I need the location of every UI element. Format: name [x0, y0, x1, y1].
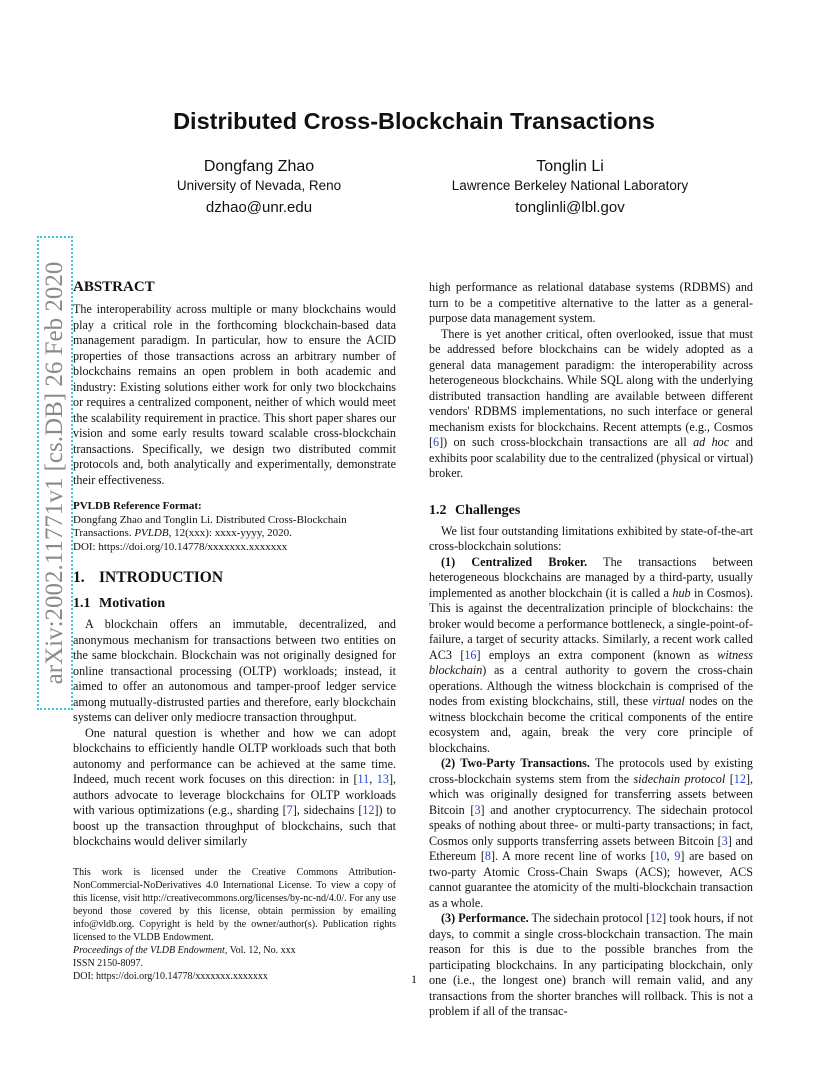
abstract-text: The interoperability across multiple or many blockchains would play a critical role in the forthcoming blockchain-based data management paradigm. In particular, how to ensure the ACID properties of those transactions across an arbitrary number of blockchains remains an open problem in both academic and industry: Existing solutions either work for only two blockchains or requires a centralized component, neither of which would meet the scalability requirement in practice. This short paper shares our vision and some early results toward scalable cross-blockchain transactions. Specifically, we design two distributed commit protocols and, both analytically and experimentally, demonstrate their effectiveness.	[73, 302, 396, 487]
reference-format-line: Dongfang Zhao and Tonglin Li. Distributed Cross-Blockchain Transactions.	[73, 513, 347, 539]
subsection-heading-motivation	[73, 595, 396, 613]
subsection-number: 1.2	[429, 502, 447, 518]
author-name: Dongfang Zhao	[203, 158, 315, 175]
paper-title: Distributed Cross-Blockchain Transactions	[173, 107, 655, 134]
reference-format-heading: PVLDB Reference Format:	[73, 500, 202, 512]
author-block-1	[150, 157, 368, 218]
subsection-number: 1.1	[73, 596, 91, 611]
citation-link[interactable]: 3	[721, 833, 728, 848]
left-column	[73, 278, 396, 850]
right-column	[429, 280, 753, 1020]
reference-format-venue: PVLDB	[134, 527, 169, 539]
author-name: Tonglin Li	[536, 158, 604, 175]
challenge-performance: (3) Performance. The sidechain protocol [12] took hours, if not days, to commit a single cross-blockchain transaction. The main reason for this is due to the possible branches from the participating blockchains. In any participating blockchain, only one (i.e., the longest one) branch will remain valid, and any transactions from the shorter branches will rollback. This is not a problem if all of the transac-	[429, 911, 754, 1018]
author-affiliation: Lawrence Berkeley National Laboratory	[451, 178, 689, 193]
reference-format-doi: DOI: https://doi.org/10.14778/xxxxxxx.xxxxxxx	[73, 540, 288, 553]
reference-format	[73, 500, 396, 554]
citation-link[interactable]: 16	[464, 647, 477, 662]
issn-line: ISSN 2150-8097.	[73, 958, 144, 969]
citation-link[interactable]: 7	[286, 803, 293, 817]
author-email: tonglinli@lbl.gov	[515, 199, 625, 216]
license-text: This work is licensed under the Creative Commons Attribution-NonCommercial-NoDerivatives 4.0 International License. To view a copy of this license, visit http://creativecommons.org/licenses/by-nc-nd/4.0/. For any use beyond those covered by this license, obtain permission by emailing info@vldb.org. Copyright is held by the owner/author(s). Publication rights licensed to the VLDB Endowment.	[73, 867, 396, 943]
citation-link[interactable]: 6	[433, 435, 440, 449]
arxiv-stamp-text: arXiv:2002.11771v1 [cs.DB] 26 Feb 2020	[38, 237, 72, 709]
section-heading-introduction	[73, 568, 396, 587]
author-affiliation: University of Nevada, Reno	[176, 178, 342, 193]
right-paragraph-2: There is yet another critical, often overlooked, issue that must be addressed before blockchains can be widely adopted as a general data management paradigm: the interoperability across heterogeneous blockchains. While SQL along with the underlying distributed transaction handling are available between different vendors' RDBMS implementations, no such interface or general mechanism exists for blockchains. Recent attempts (e.g., Cosmos [6]) on such cross-blockchain transactions are all ad hoc and exhibits poor scalability due to the centralized (physical or virtual) broker.	[429, 326, 753, 480]
motivation-paragraph-1: A blockchain offers an immutable, decentralized, and anonymous mechanism for transactions between two entities on the same blockchain. Blockchain was not originally designed for online transactional processing (OLTP) workloads; instead, it aimed to offer an autonomous and tamper-proof ledger service among mutually-distrusted parties and therefore, early blockchain systems can deliver only mediocre transaction throughput.	[73, 617, 396, 724]
challenge-two-party: (2) Two-Party Transactions. The protocols used by existing cross-blockchain systems stem from the sidechain protocol [12], which was originally designed for transferring assets between Bitcoin [3] and another cryptocurrency. The sidechain protocol speaks of nothing about three- or multi-party transactions; in fact, Cosmos only supports transferring assets between Bitcoin [3] and Ethereum [8]. A more recent line of works [10, 9] are based on two-party Atomic Cross-Chain Swaps (ACS); however, ACS cannot guarantee the atomicity of the multi-blockchain transaction as a whole.	[429, 756, 754, 910]
citation-link[interactable]: 9	[674, 849, 681, 863]
subsection-title: Challenges	[455, 502, 521, 518]
citation-link[interactable]: 8	[484, 849, 491, 863]
section-title: INTRODUCTION	[99, 569, 224, 586]
citation-link[interactable]: 12	[650, 911, 663, 925]
motivation-paragraph-2: One natural question is whether and how we can adopt blockchains to efficiently handle OLTP workloads such that both autonomy and performance can be achieved at the same time. Indeed, much recent work focuses on this direction: in [11, 13], authors advocate to leverage blockchains for OLTP workloads with various optimizations (e.g., sharding [7], sidechains [12]) to boost up the transaction throughput of blockchains, such that blockchains would deliver similarly	[73, 725, 397, 848]
challenges-intro: We list four outstanding limitations exhibited by state-of-the-art cross-blockchain solutions:	[429, 523, 753, 553]
citation-link[interactable]: 3	[474, 802, 481, 817]
citation-link[interactable]: 10	[654, 849, 667, 863]
license-footnote	[73, 866, 396, 983]
challenge-centralized-broker: (1) Centralized Broker. The transactions between heterogeneous blockchains are managed by a third-party, usually implemented as another blockchain (it is called a hub in Cosmos). This is against the decentralization principle of blockchains: the broker would become a performance bottleneck, a single-point-of-failure, a target of security attacks. Similarly, a recent work called AC3 [16] employs an extra component (known as witness blockchain) as a central authority to govern the cross-chain operations. Although the witness blockchain is comprised of the nodes from existing blockchains, still, these virtual nodes on the witness blockchain become the critical components of the entire ecosystem and, again, break the very core principle of blockchains.	[429, 554, 754, 755]
right-paragraph-1: high performance as relational database systems (RDBMS) and turn to be a competitive alternative to the latter as a general-purpose data management system.	[429, 280, 753, 325]
proceedings-line: Proceedings of the VLDB Endowment, Vol. 12, No. xxx	[73, 945, 296, 956]
citation-link[interactable]: 12	[733, 771, 746, 786]
subsection-heading-challenges	[429, 502, 753, 520]
citation-link[interactable]: 12	[362, 803, 375, 817]
footnote-doi: DOI: https://doi.org/10.14778/xxxxxxx.xxxxxxx	[73, 971, 268, 982]
page-number: 1	[411, 972, 417, 986]
author-email: dzhao@unr.edu	[205, 199, 313, 216]
section-number: 1.	[73, 569, 85, 586]
abstract-heading: ABSTRACT	[73, 279, 155, 295]
reference-format-volume: , 12(xxx): xxxx-yyyy, 2020.	[168, 527, 292, 539]
citation-link[interactable]: 11	[357, 772, 370, 786]
author-block-2	[420, 157, 720, 218]
subsection-title: Motivation	[99, 596, 166, 611]
citation-link[interactable]: 13	[376, 772, 389, 786]
reference-format-citation	[73, 514, 396, 541]
